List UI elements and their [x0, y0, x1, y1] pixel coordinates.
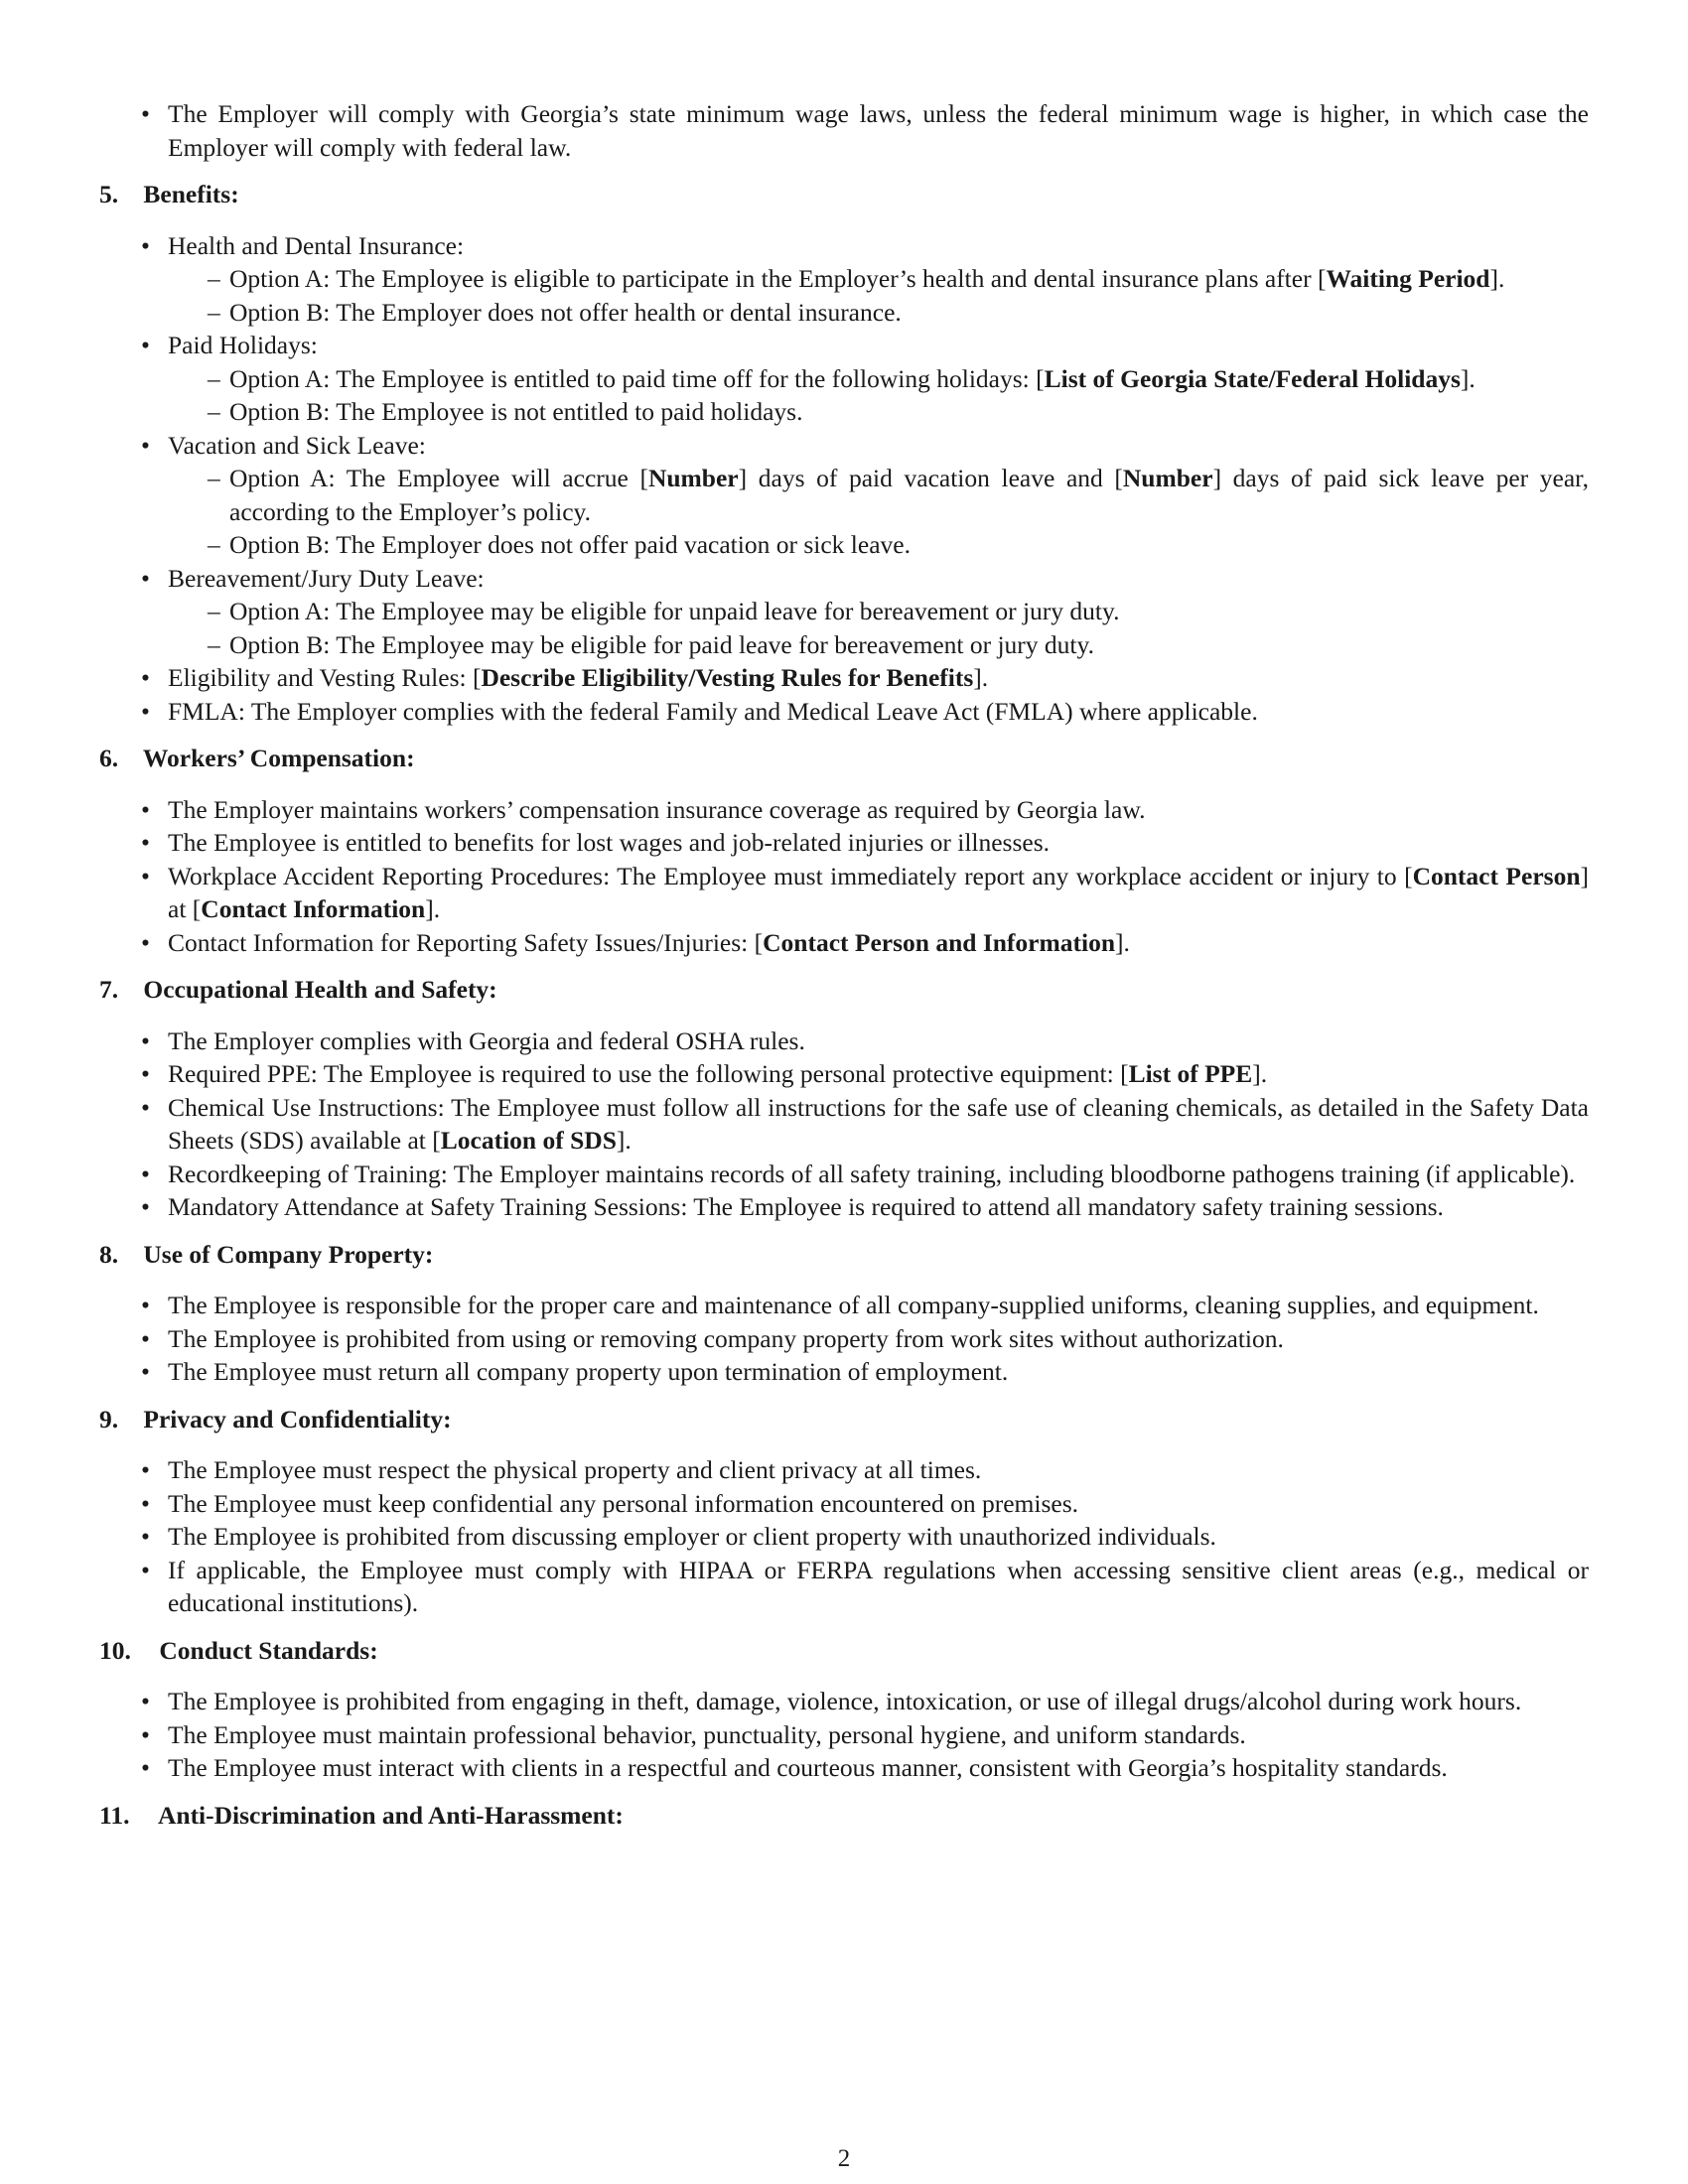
- page-number: 2: [837, 2145, 851, 2172]
- section-number: 5.: [99, 180, 119, 208]
- sub-item: [168, 362, 1589, 396]
- safety-list: [99, 1024, 1589, 1224]
- list-item: [99, 1453, 1589, 1487]
- text: Option A: The Employee is eligible to participate in the Employer’s health and dental insurance plans after [: [229, 264, 1327, 293]
- item-label: Bereavement/Jury Duty Leave:: [168, 563, 485, 593]
- text: The Employee must return all company property upon termination of employment.: [168, 1357, 1009, 1386]
- text: Option B: The Employee is not entitled to paid holidays.: [229, 397, 803, 426]
- list-item: [99, 695, 1589, 729]
- sub-item: [168, 595, 1589, 628]
- list-item: [99, 1718, 1589, 1752]
- text: The Employee is responsible for the proper care and maintenance of all company-supplied uniforms, cleaning supplies, and equipment.: [168, 1291, 1539, 1319]
- item-label: Health and Dental Insurance:: [168, 230, 465, 260]
- list-item: [99, 1554, 1589, 1620]
- text: The Employee is prohibited from discussing employer or client property with unauthorized individuals.: [168, 1522, 1216, 1551]
- text: The Employer maintains workers’ compensation insurance coverage as required by Georgia law.: [168, 794, 1146, 824]
- section-number: 10.: [99, 1635, 131, 1665]
- placeholder: Number: [647, 464, 739, 492]
- text: ].: [1489, 264, 1505, 293]
- text: ].: [1460, 363, 1476, 393]
- list-item: [99, 1520, 1589, 1554]
- text: The Employee is prohibited from using or removing company property from work sites without authorization.: [168, 1323, 1284, 1353]
- text: FMLA: The Employer complies with the federal Family and Medical Leave Act (FMLA) where applicable.: [168, 696, 1258, 726]
- placeholder: Location of SDS: [440, 1126, 617, 1155]
- section-benefits: [99, 178, 1589, 728]
- text: ] days of paid vacation leave and [: [738, 464, 1123, 492]
- text: ] days of paid sick leave per year, according to the Employer’s policy.: [229, 464, 1589, 526]
- privacy-list: [99, 1453, 1589, 1620]
- text: ] at [: [168, 861, 1589, 923]
- text: The Employee must maintain professional behavior, punctuality, personal hygiene, and uniform standards.: [168, 1719, 1246, 1749]
- sub-item: [168, 628, 1589, 662]
- list-item: [99, 826, 1589, 860]
- sub-item: [168, 296, 1589, 330]
- placeholder: Contact Person: [1412, 861, 1581, 890]
- text: The Employee is entitled to benefits for lost wages and job-related injuries or illnesses.: [168, 828, 1051, 857]
- text: Recordkeeping of Training: The Employer maintains records of all safety training, including bloodborne pathogens training (if applicable).: [168, 1159, 1576, 1188]
- minimum-wage-list: [99, 97, 1589, 164]
- placeholder: Number: [1122, 464, 1213, 492]
- section-workers-compensation: [99, 742, 1589, 959]
- sub-list: [168, 262, 1589, 329]
- list-item: [99, 329, 1589, 429]
- text: ].: [973, 663, 989, 692]
- section-anti-discrimination: [99, 1799, 1589, 1833]
- list-item: [99, 429, 1589, 562]
- list-item: [99, 1158, 1589, 1191]
- section-heading: [99, 1799, 1589, 1833]
- sub-item: [168, 262, 1589, 296]
- sub-list: [168, 595, 1589, 661]
- text: ].: [1115, 927, 1130, 957]
- list-item: [99, 793, 1589, 827]
- section-number: 9.: [99, 1404, 119, 1433]
- workers-comp-list: [99, 793, 1589, 960]
- section-title: Occupational Health and Safety:: [143, 975, 497, 1004]
- text: Option B: The Employer does not offer health or dental insurance.: [229, 297, 902, 327]
- text: The Employee must keep confidential any personal information encountered on premises.: [168, 1488, 1079, 1518]
- section-title: Benefits:: [143, 180, 239, 208]
- section-title: Conduct Standards:: [159, 1635, 378, 1665]
- list-item: [99, 1487, 1589, 1521]
- list-item: [99, 860, 1589, 926]
- text: Required PPE: The Employee is required to use the following personal protective equipment: [: [168, 1059, 1129, 1088]
- sub-list: [168, 362, 1589, 429]
- list-item: [99, 97, 1589, 164]
- list-item: [99, 1355, 1589, 1389]
- text: The Employee must interact with clients in a respectful and courteous manner, consistent with Georgia’s hospitality standards.: [168, 1753, 1448, 1782]
- list-item: [99, 1024, 1589, 1058]
- section-number: 6.: [99, 744, 119, 772]
- sub-item: [168, 395, 1589, 429]
- text: ].: [616, 1126, 632, 1155]
- minimum-wage-text: The Employer will comply with Georgia’s state minimum wage laws, unless the federal minimum wage is higher, in which case the Employer will comply with federal law.: [168, 99, 1589, 162]
- section-title: Workers’ Compensation:: [142, 744, 415, 772]
- text: Eligibility and Vesting Rules: [: [168, 663, 482, 692]
- list-item: [99, 229, 1589, 330]
- section-heading: [99, 1403, 1589, 1436]
- item-label: Vacation and Sick Leave:: [168, 430, 426, 460]
- sub-list: [168, 462, 1589, 562]
- list-item: [99, 1751, 1589, 1785]
- item-label: Paid Holidays:: [168, 331, 318, 359]
- list-item: [99, 562, 1589, 662]
- text: If applicable, the Employee must comply with HIPAA or FERPA regulations when accessing sensitive client areas (e.g., medical or educational institutions).: [168, 1555, 1589, 1617]
- section-heading: [99, 973, 1589, 1007]
- placeholder: Describe Eligibility/Vesting Rules for Benefits: [481, 663, 974, 692]
- section-privacy: [99, 1403, 1589, 1620]
- list-item: [99, 926, 1589, 960]
- section-number: 8.: [99, 1239, 119, 1269]
- section-occupational-health: [99, 973, 1589, 1224]
- text: ].: [1252, 1059, 1268, 1088]
- section-company-property: [99, 1238, 1589, 1389]
- section-title: Privacy and Confidentiality:: [143, 1404, 452, 1433]
- list-item: [99, 1057, 1589, 1091]
- text: Chemical Use Instructions: The Employee must follow all instructions for the safe use of cleaning chemicals, as detailed in the Safety Data Sheets (SDS) available at [: [168, 1092, 1589, 1155]
- list-item: [99, 1091, 1589, 1158]
- list-item: [99, 1289, 1589, 1322]
- text: Contact Information for Reporting Safety Issues/Injuries: [: [168, 927, 764, 957]
- text: The Employee must respect the physical property and client privacy at all times.: [168, 1455, 982, 1484]
- section-heading: [99, 742, 1589, 775]
- section-title: Anti-Discrimination and Anti-Harassment:: [157, 1800, 624, 1830]
- section-heading: [99, 178, 1589, 211]
- placeholder: List of PPE: [1128, 1059, 1253, 1088]
- placeholder: Contact Information: [201, 894, 426, 923]
- list-item: [99, 661, 1589, 695]
- text: Mandatory Attendance at Safety Training Sessions: The Employee is required to attend all mandatory safety training sessions.: [168, 1192, 1444, 1221]
- benefits-list: [99, 229, 1589, 729]
- text: Option A: The Employee may be eligible for unpaid leave for bereavement or jury duty.: [229, 597, 1120, 625]
- text: ].: [425, 894, 441, 923]
- text: Option A: The Employee will accrue [: [229, 464, 648, 492]
- list-item: [99, 1685, 1589, 1718]
- text: Option A: The Employee is entitled to paid time off for the following holidays: [: [229, 363, 1045, 393]
- section-number: 7.: [99, 975, 119, 1004]
- section-heading: [99, 1634, 1589, 1668]
- document-page: [99, 97, 1589, 1849]
- list-item: [99, 1322, 1589, 1356]
- list-item: [99, 1190, 1589, 1224]
- placeholder: List of Georgia State/Federal Holidays: [1044, 363, 1461, 393]
- section-heading: [99, 1238, 1589, 1272]
- text: Option B: The Employee may be eligible for paid leave for bereavement or jury duty.: [229, 629, 1094, 659]
- text: The Employer complies with Georgia and federal OSHA rules.: [168, 1025, 805, 1055]
- section-number: 11.: [99, 1800, 130, 1830]
- text: Workplace Accident Reporting Procedures: The Employee must immediately report any workplace accident or injury to [: [168, 861, 1413, 890]
- text: Option B: The Employer does not offer paid vacation or sick leave.: [229, 530, 911, 559]
- text: The Employee is prohibited from engaging in theft, damage, violence, intoxication, or use of illegal drugs/alcohol during work hours.: [168, 1687, 1522, 1715]
- section-conduct: [99, 1634, 1589, 1785]
- conduct-list: [99, 1685, 1589, 1785]
- sub-item: [168, 462, 1589, 528]
- sub-item: [168, 528, 1589, 562]
- section-title: Use of Company Property:: [143, 1239, 434, 1269]
- property-list: [99, 1289, 1589, 1389]
- placeholder: Waiting Period: [1326, 264, 1490, 293]
- placeholder: Contact Person and Information: [763, 927, 1115, 957]
